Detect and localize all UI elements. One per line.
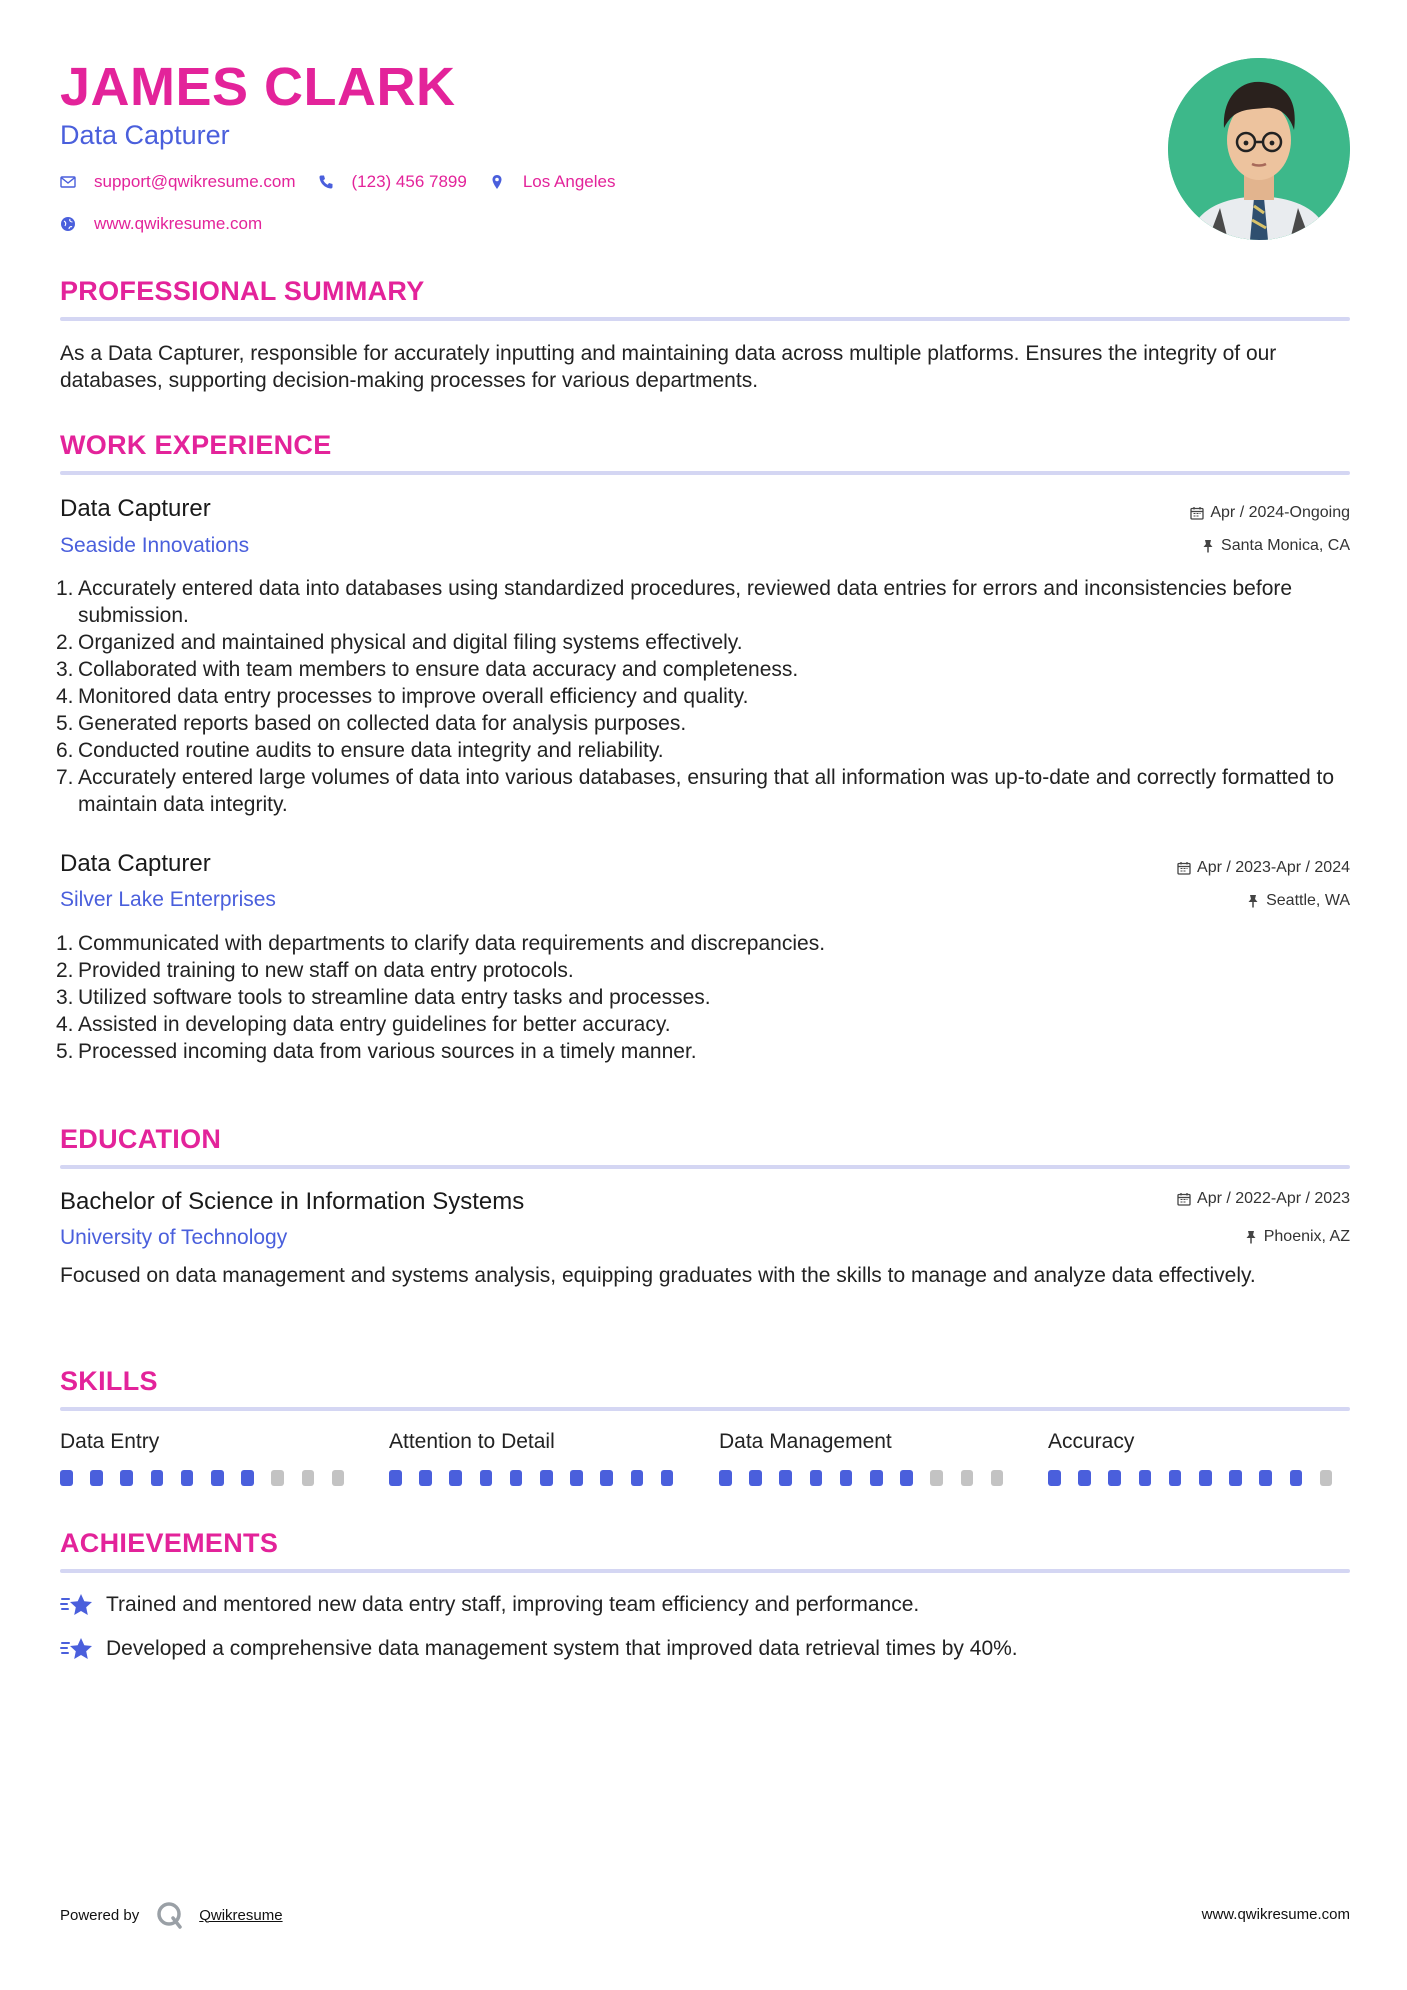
rating-dot-empty: [271, 1470, 284, 1486]
location-text: Los Angeles: [522, 172, 616, 191]
school-name: University of Technology: [60, 1226, 288, 1249]
section-divider: [60, 471, 1350, 475]
rating-dot-filled: [719, 1470, 732, 1486]
bullet-text: Collaborated with team members to ensure data accuracy and completeness.: [78, 658, 799, 681]
rating-dot-filled: [631, 1470, 644, 1486]
rating-dot-filled: [1048, 1470, 1061, 1486]
skill-item: [719, 1430, 1021, 1486]
portrait-illustration: [1168, 58, 1350, 240]
bullet-text: Generated reports based on collected data for analysis purposes.: [78, 712, 687, 735]
phone-icon: [318, 174, 334, 190]
calendar-icon: [1177, 1192, 1191, 1206]
summary-heading: PROFESSIONAL SUMMARY: [60, 276, 425, 306]
rating-dot-filled: [1229, 1470, 1242, 1486]
list-item: 5. Processed incoming data from various sources in a timely manner.: [56, 1040, 697, 1063]
list-item: 3. Collaborated with team members to ensure data accuracy and completeness.: [56, 658, 799, 681]
rating-dot-filled: [810, 1470, 823, 1486]
rating-dot-filled: [1199, 1470, 1212, 1486]
bullet-text: Communicated with departments to clarify data requirements and discrepancies.: [78, 932, 826, 955]
rating-dot-filled: [90, 1470, 103, 1486]
phone-text: (123) 456 7899: [351, 172, 467, 191]
skill-rating: [60, 1470, 362, 1486]
section-divider: [60, 317, 1350, 321]
star-icon: [60, 1592, 94, 1618]
calendar-icon: [1190, 506, 1204, 520]
rating-dot-filled: [389, 1470, 402, 1486]
list-item: 7. Accurately entered large volumes of data into various databases, ensuring that all information was up-to-date and correctly formatted to maintain data integrity.: [56, 766, 1335, 816]
qwikresume-logo-icon: [155, 1900, 185, 1930]
rating-dot-filled: [241, 1470, 254, 1486]
skill-name: Accuracy: [1048, 1430, 1135, 1453]
contact-row-website: [60, 214, 284, 234]
job-title: Data Capturer: [60, 850, 211, 877]
list-item: 5. Generated reports based on collected data for analysis purposes.: [56, 712, 687, 735]
skill-rating: [719, 1470, 1021, 1486]
rating-dot-filled: [510, 1470, 523, 1486]
footer-powered-by: [60, 1900, 283, 1930]
rating-dot-empty: [302, 1470, 315, 1486]
star-icon: [60, 1636, 94, 1662]
rating-dot-filled: [870, 1470, 883, 1486]
powered-by-label: Powered by: [60, 1906, 140, 1924]
achievements-heading: ACHIEVEMENTS: [60, 1528, 279, 1558]
candidate-title: Data Capturer: [60, 120, 230, 150]
job-dates-text: Apr / 2023-Apr / 2024: [1197, 859, 1350, 876]
bullet-text: Accurately entered large volumes of data into various databases, ensuring that all information was up-to-date and correctly formatted to maintain data integrity.: [78, 766, 1335, 816]
bullet-text: Assisted in developing data entry guidelines for better accuracy.: [78, 1013, 671, 1036]
skill-rating: [389, 1470, 691, 1486]
map-pin-icon: [489, 174, 505, 190]
rating-dot-filled: [540, 1470, 553, 1486]
rating-dot-filled: [779, 1470, 792, 1486]
list-item: 2. Organized and maintained physical and digital filing systems effectively.: [56, 631, 743, 654]
achievement-text: Developed a comprehensive data management system that improved data retrieval times by 40%.: [106, 1637, 1018, 1660]
website-text: www.qwikresume.com: [94, 214, 263, 233]
education-location-text: Phoenix, AZ: [1263, 1228, 1350, 1245]
rating-dot-empty: [930, 1470, 943, 1486]
bullet-text: Accurately entered data into databases using standardized procedures, reviewed data entries for errors and inconsistencies before submission.: [78, 577, 1293, 627]
rating-dot-filled: [1169, 1470, 1182, 1486]
job-dates: [1177, 859, 1350, 877]
rating-dot-empty: [1320, 1470, 1333, 1486]
rating-dot-filled: [1108, 1470, 1121, 1486]
bullet-text: Conducted routine audits to ensure data integrity and reliability.: [78, 739, 664, 762]
rating-dot-filled: [120, 1470, 133, 1486]
envelope-icon: [60, 174, 76, 190]
job-location-text: Seattle, WA: [1266, 892, 1350, 909]
section-divider: [60, 1407, 1350, 1411]
rating-dot-empty: [991, 1470, 1004, 1486]
rating-dot-filled: [749, 1470, 762, 1486]
skill-item: [1048, 1430, 1350, 1486]
globe-icon: [60, 216, 76, 232]
list-item: 4. Monitored data entry processes to improve overall efficiency and quality.: [56, 685, 749, 708]
rating-dot-filled: [570, 1470, 583, 1486]
rating-dot-filled: [60, 1470, 73, 1486]
brand-link[interactable]: Qwikresume: [199, 1906, 283, 1924]
bullet-text: Organized and maintained physical and digital filing systems effectively.: [78, 631, 743, 654]
job-location: [1201, 537, 1350, 555]
list-item: 2. Provided training to new staff on data entry protocols.: [56, 959, 574, 982]
skill-item: [60, 1430, 362, 1486]
bullet-text: Utilized software tools to streamline data entry tasks and processes.: [78, 986, 711, 1009]
list-item: 6. Conducted routine audits to ensure data integrity and reliability.: [56, 739, 664, 762]
job-bullets: [56, 930, 1336, 1065]
email-text: support@qwikresume.com: [94, 172, 296, 191]
rating-dot-filled: [600, 1470, 613, 1486]
bullet-text: Monitored data entry processes to improve overall efficiency and quality.: [78, 685, 749, 708]
profile-photo: [1168, 58, 1350, 240]
rating-dot-filled: [1290, 1470, 1303, 1486]
list-item: 4. Assisted in developing data entry guidelines for better accuracy.: [56, 1013, 671, 1036]
achievement-item: [60, 1592, 919, 1618]
contact-location: [489, 172, 616, 192]
contact-email[interactable]: [60, 172, 296, 192]
job-bullets: [56, 575, 1336, 818]
job-location-text: Santa Monica, CA: [1221, 537, 1350, 554]
achievement-item: [60, 1636, 1018, 1662]
contact-website[interactable]: [60, 214, 262, 234]
education-dates: [1177, 1190, 1350, 1208]
company-name: Silver Lake Enterprises: [60, 888, 276, 911]
job-title: Data Capturer: [60, 495, 211, 522]
rating-dot-filled: [1078, 1470, 1091, 1486]
education-location: [1244, 1228, 1350, 1246]
skill-name: Attention to Detail: [389, 1430, 555, 1453]
contact-phone[interactable]: [318, 172, 467, 192]
summary-text: As a Data Capturer, responsible for accurately inputting and maintaining data across multiple platforms. Ensures the integrity of our databases, supporting decision-making processes for various departments.: [60, 342, 1277, 392]
achievement-text: Trained and mentored new data entry staff, improving team efficiency and performance.: [106, 1593, 920, 1616]
rating-dot-filled: [480, 1470, 493, 1486]
job-dates: [1190, 504, 1350, 522]
calendar-icon: [1177, 861, 1191, 875]
footer-url[interactable]: www.qwikresume.com: [1201, 1906, 1350, 1923]
section-divider: [60, 1165, 1350, 1169]
rating-dot-filled: [1139, 1470, 1152, 1486]
rating-dot-filled: [840, 1470, 853, 1486]
pushpin-icon: [1246, 894, 1260, 908]
skill-item: [389, 1430, 691, 1486]
rating-dot-empty: [961, 1470, 974, 1486]
section-divider: [60, 1569, 1350, 1573]
rating-dot-filled: [661, 1470, 674, 1486]
experience-heading: WORK EXPERIENCE: [60, 430, 332, 460]
list-item: 1. Communicated with departments to clarify data requirements and discrepancies.: [56, 932, 826, 955]
list-item: 3. Utilized software tools to streamline data entry tasks and processes.: [56, 986, 711, 1009]
rating-dot-filled: [419, 1470, 432, 1486]
rating-dot-filled: [211, 1470, 224, 1486]
education-description: Focused on data management and systems analysis, equipping graduates with the skills to manage and analyze data effectively.: [60, 1264, 1256, 1287]
skill-rating: [1048, 1470, 1350, 1486]
pushpin-icon: [1244, 1230, 1258, 1244]
skill-name: Data Management: [719, 1430, 892, 1453]
skills-heading: SKILLS: [60, 1366, 158, 1396]
rating-dot-filled: [1259, 1470, 1272, 1486]
pushpin-icon: [1201, 539, 1215, 553]
rating-dot-empty: [332, 1470, 345, 1486]
bullet-text: Provided training to new staff on data entry protocols.: [78, 959, 574, 982]
education-dates-text: Apr / 2022-Apr / 2023: [1197, 1190, 1350, 1207]
rating-dot-filled: [449, 1470, 462, 1486]
job-location: [1246, 892, 1350, 910]
contact-row: [60, 172, 637, 192]
skill-name: Data Entry: [60, 1430, 160, 1453]
rating-dot-filled: [181, 1470, 194, 1486]
list-item: 1. Accurately entered data into databases using standardized procedures, reviewed data entries for errors and inconsistencies before submission.: [56, 575, 1336, 629]
company-name: Seaside Innovations: [60, 534, 250, 557]
rating-dot-filled: [151, 1470, 164, 1486]
candidate-name: JAMES CLARK: [60, 57, 456, 117]
degree-title: Bachelor of Science in Information Systems: [60, 1188, 525, 1215]
rating-dot-filled: [900, 1470, 913, 1486]
job-dates-text: Apr / 2024-Ongoing: [1210, 504, 1350, 521]
education-heading: EDUCATION: [60, 1124, 222, 1154]
bullet-text: Processed incoming data from various sources in a timely manner.: [78, 1040, 697, 1063]
